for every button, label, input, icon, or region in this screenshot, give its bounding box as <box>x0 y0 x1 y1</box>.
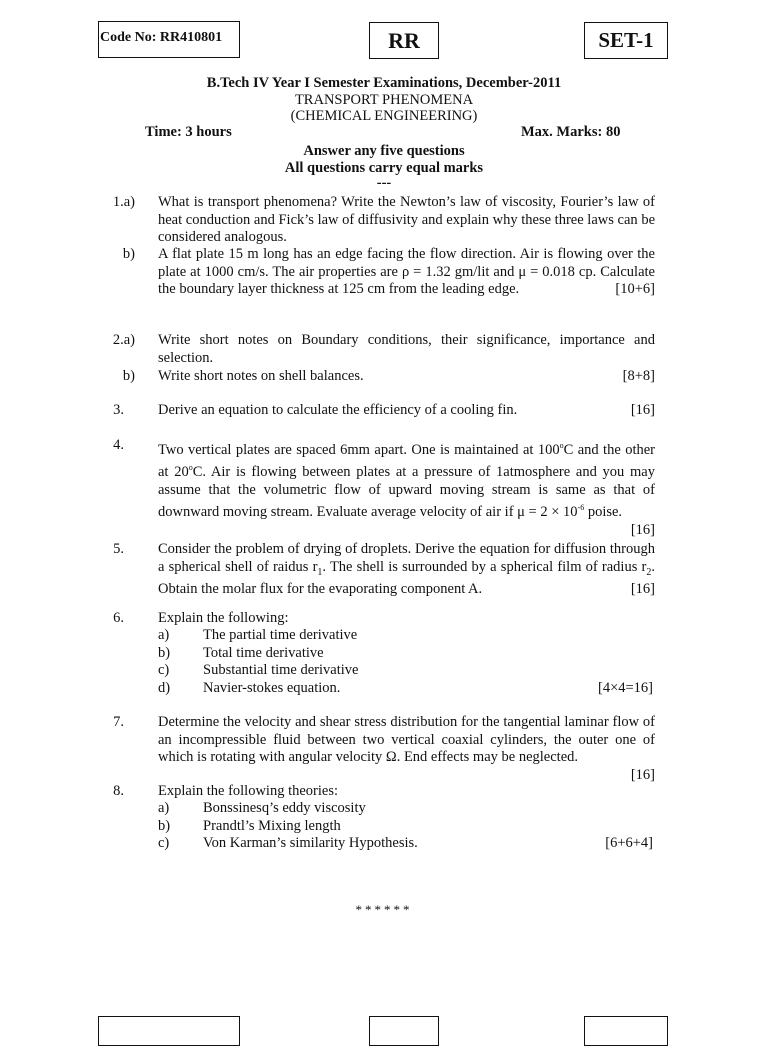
q6-item-a-text: The partial time derivative <box>203 627 358 643</box>
q1b-text <box>158 246 655 299</box>
next-page-code-box <box>98 1016 240 1046</box>
q1b-number: b) <box>122 246 135 262</box>
rr-label: RR <box>388 27 420 53</box>
q2a-number: 2.a) <box>112 332 135 348</box>
q1a-number: 1.a) <box>112 194 135 210</box>
q8-item-a-text: Bonssinesq’s eddy viscosity <box>203 800 366 816</box>
q1-marks: [10+6] <box>615 281 655 298</box>
q5-subscript-1: 1 <box>317 566 323 578</box>
q4-body-1: Two vertical plates are spaced 6mm apart. One is maintained at 100 <box>158 441 560 458</box>
q1a-text: What is transport phenomena? Write the Newton’s law of viscosity, Fourier’s law of heat conduction and Fick’s law of diffusivity and explain why these three laws can be considered analogous. <box>158 194 655 246</box>
q1b-body: A flat plate 15 m long has an edge facing the flow direction. Air is flowing over the plate at 1000 cm/s. The air properties are ρ = 1.32 gm/lit and μ = 0.018 cp. Calculate the boundary layer thickness at 125 cm from the leading edge. <box>158 246 655 298</box>
q6-marks: [4×4=16] <box>597 680 653 696</box>
q5-body-3: . Obtain the molar flux for the evaporating component A. <box>158 558 655 598</box>
q6-intro: Explain the following: <box>158 610 289 626</box>
q8-item-c-text: Von Karman’s similarity Hypothesis. <box>203 835 418 851</box>
q4-body-2: C and the other at 20 <box>158 441 655 481</box>
q6-item-d-text: Navier-stokes equation. <box>203 680 341 696</box>
rr-box <box>369 22 439 59</box>
q4-exponent: -6 <box>577 503 585 513</box>
q5-subscript-2: 2 <box>646 566 652 578</box>
q3-text <box>158 402 655 420</box>
q6-item-b-text: Total time derivative <box>203 645 324 661</box>
end-stars: ****** <box>355 902 413 917</box>
q2b-number: b) <box>122 368 135 384</box>
q2b-text <box>158 368 655 386</box>
q8-item-a-label: a) <box>158 800 170 816</box>
q4-degree-1: o <box>559 441 564 450</box>
q4-degree-2: o <box>188 463 193 473</box>
code-number: Code No: RR410801 <box>100 30 223 45</box>
q8-intro: Explain the following theories: <box>158 783 339 799</box>
q8-item-c-label: c) <box>158 835 170 851</box>
q3-number: 3. <box>113 402 124 418</box>
q8-marks: [6+6+4] <box>605 835 653 851</box>
q6-item-c-label: c) <box>158 662 170 678</box>
set-box <box>584 22 668 59</box>
set-label: SET-1 <box>598 28 654 52</box>
q6-item-c-text: Substantial time derivative <box>203 662 359 678</box>
q3-body: Derive an equation to calculate the efficiency of a cooling fin. <box>158 402 518 418</box>
q6-item-d-label: d) <box>158 680 171 696</box>
q6-item-b-label: b) <box>158 645 171 661</box>
q3-marks: [16] <box>630 402 655 418</box>
q2b-body: Write short notes on shell balances. <box>158 368 364 384</box>
branch-title: (CHEMICAL ENGINEERING) <box>290 108 478 124</box>
q8-item-b-label: b) <box>158 818 171 834</box>
q7-marks: [16] <box>630 766 655 783</box>
instruction-answer: Answer any five questions <box>303 143 465 159</box>
q4-text <box>158 437 655 539</box>
q7-text <box>158 714 655 784</box>
q4-number: 4. <box>113 437 124 453</box>
q5-body-1: Consider the problem of drying of droplets. Derive the equation for diffusion through a spherical shell of raidus r <box>158 541 655 575</box>
q7-number: 7. <box>113 714 124 730</box>
next-page-rr-box <box>369 1016 439 1046</box>
q4-marks: [16] <box>630 521 655 538</box>
q8-number: 8. <box>113 783 124 799</box>
q4-body-3: C. Air is flowing between plates at a pressure of 1atmosphere and you may assume that the volumetric flow of upward moving stream is same as that of downward moving stream. Evaluate average velocity of air if μ = 2 × 10 <box>158 464 655 521</box>
q6-item-a-label: a) <box>158 627 170 643</box>
separator: --- <box>376 175 392 191</box>
code-number-box <box>98 21 240 58</box>
q7-body: Determine the velocity and shear stress distribution for the tangential laminar flow of an incompressible fluid between two vertical coaxial cylinders, the outer one of which is rotating with angular velocity Ω. End effects may be neglected. <box>158 714 655 766</box>
q2a-text: Write short notes on Boundary conditions, their significance, importance and selection. <box>158 332 655 366</box>
time-label: Time: 3 hours <box>145 124 232 140</box>
q2-marks: [8+8] <box>622 368 655 384</box>
q4-body-4: poise. <box>584 504 623 521</box>
q6-number: 6. <box>113 610 124 626</box>
exam-title: B.Tech IV Year I Semester Examinations, December-2011 <box>206 75 562 91</box>
q8-item-b-text: Prandtl’s Mixing length <box>203 818 341 834</box>
q5-number: 5. <box>113 541 124 557</box>
subject-title: TRANSPORT PHENOMENA <box>294 92 474 108</box>
q5-body-2: . The shell is surrounded by a spherical film of radius r <box>322 558 647 575</box>
next-page-set-box <box>584 1016 668 1046</box>
q5-text <box>158 541 655 599</box>
instruction-equal-marks: All questions carry equal marks <box>284 160 484 176</box>
max-marks-label: Max. Marks: 80 <box>521 124 621 140</box>
q5-marks: [16] <box>630 581 655 598</box>
